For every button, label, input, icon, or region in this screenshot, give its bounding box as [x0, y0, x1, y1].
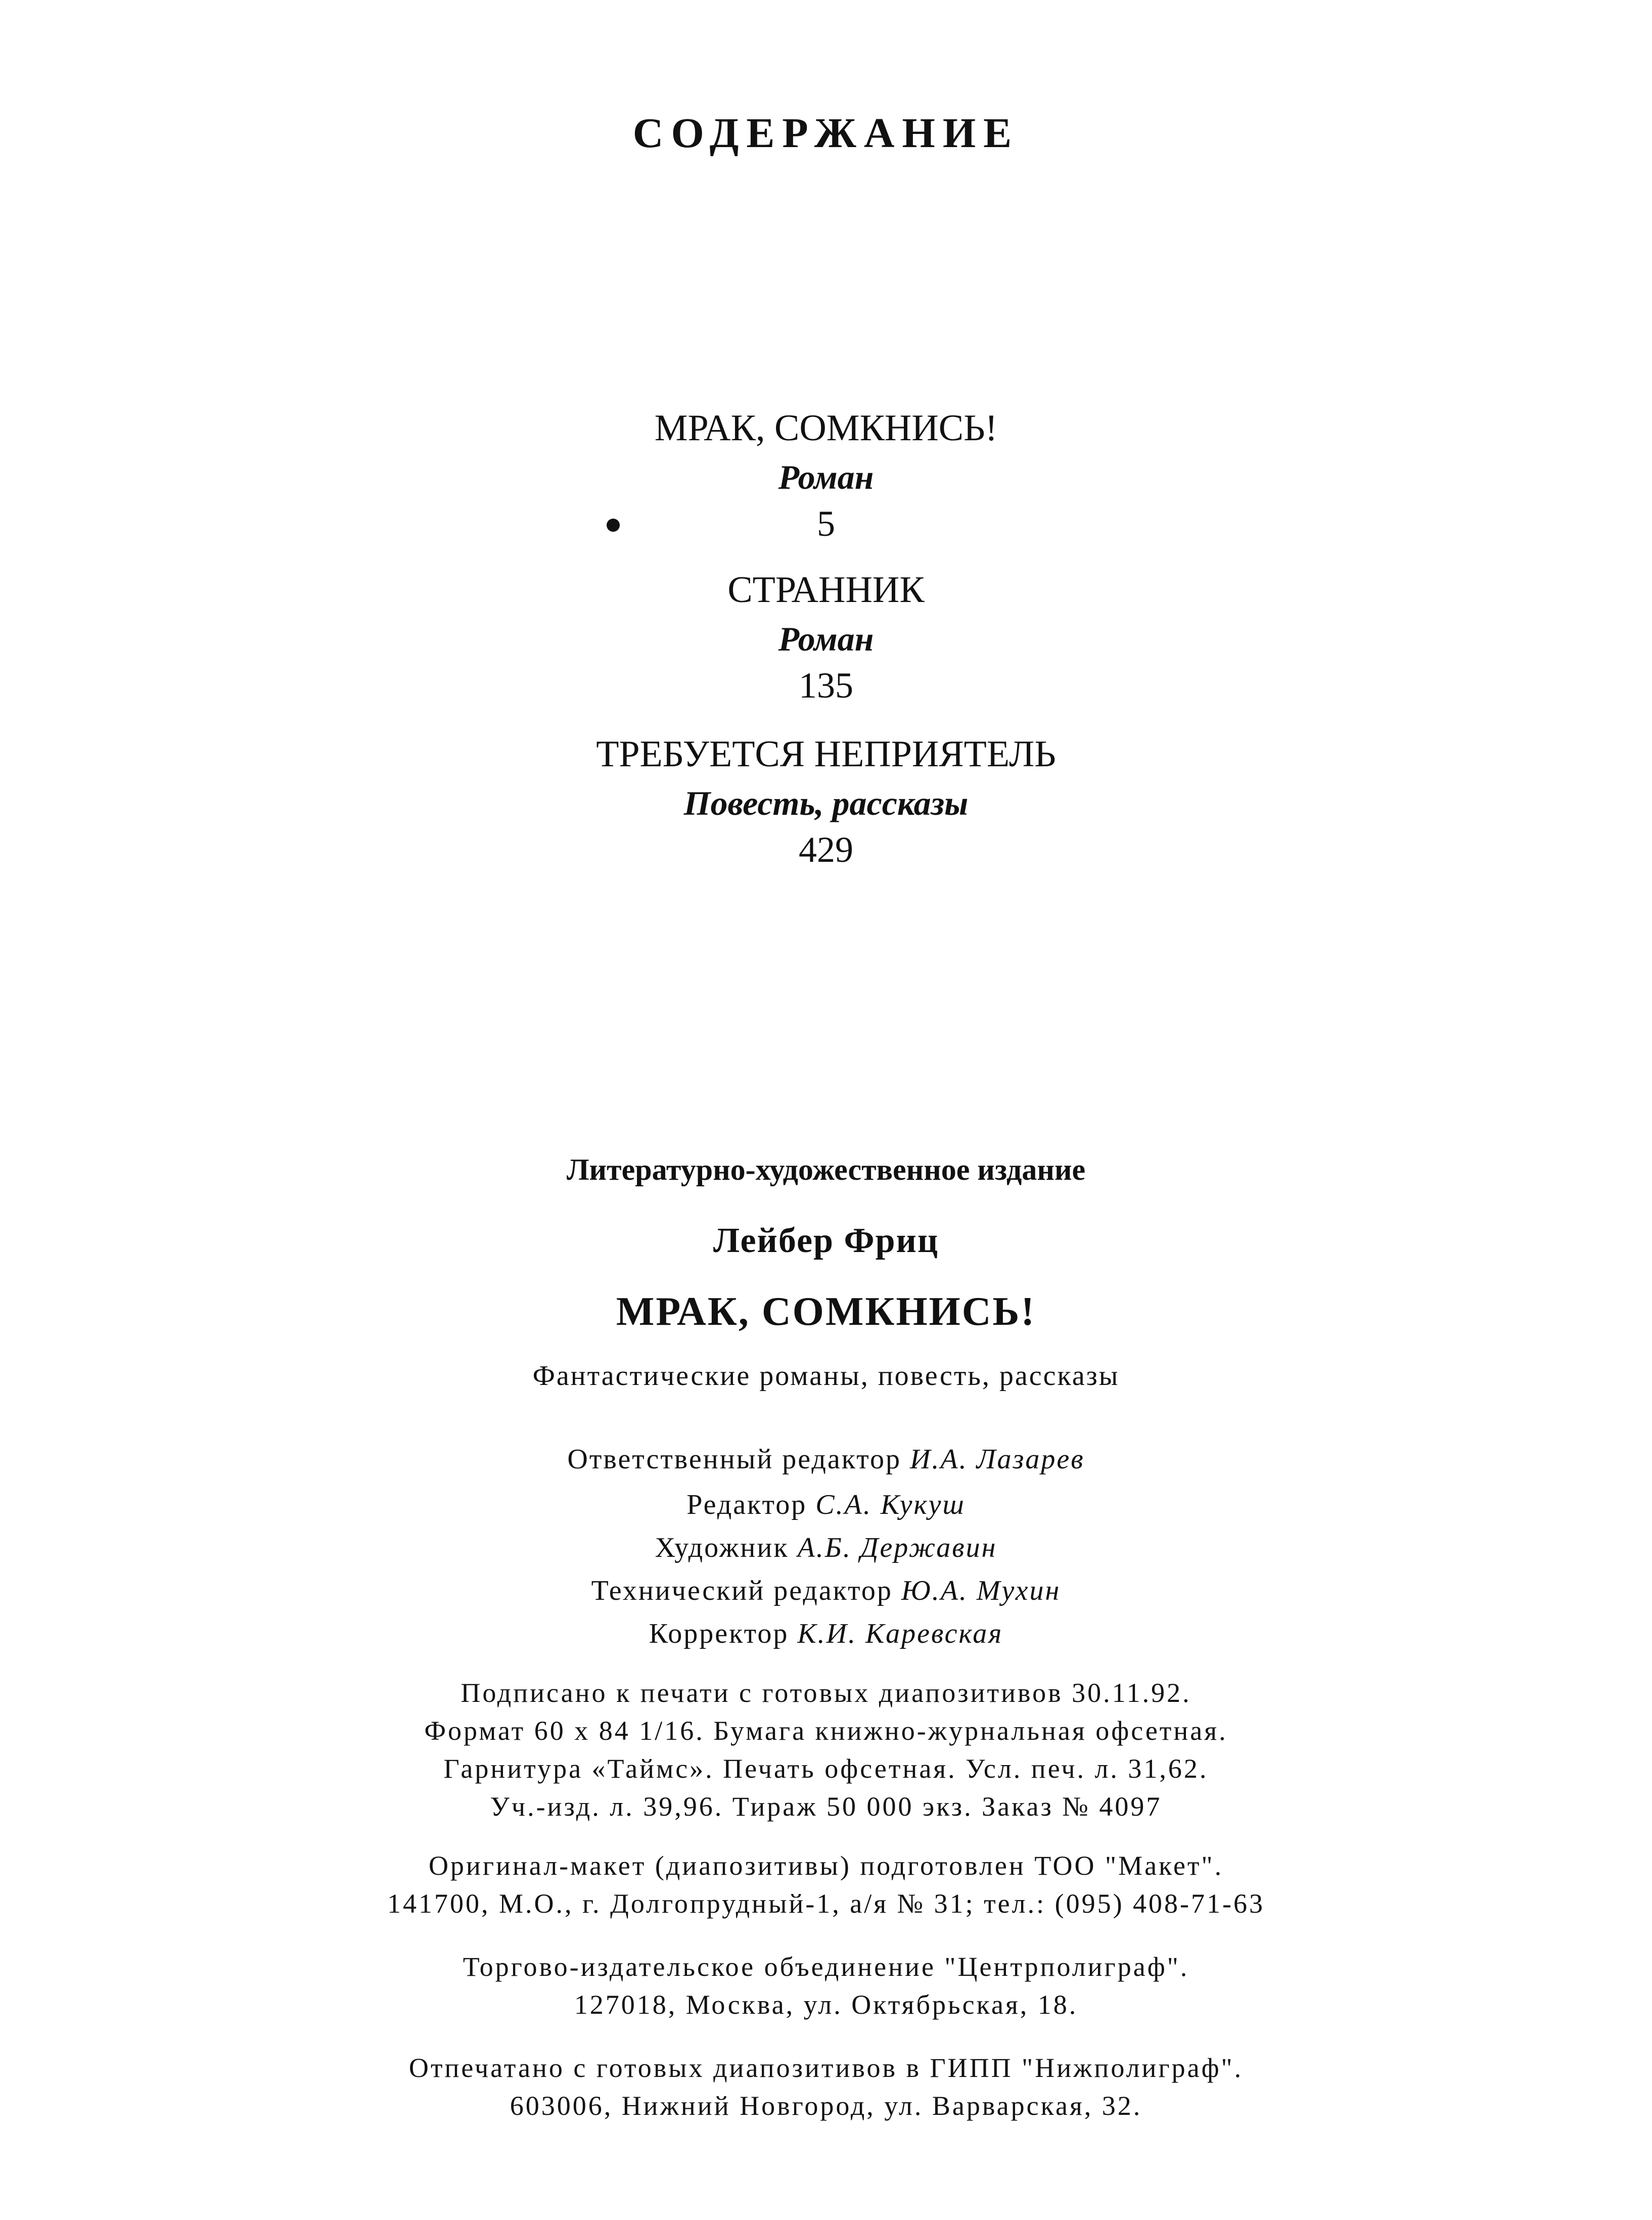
toc-entry-title: МРАК, СОМКНИСЬ!	[654, 407, 998, 449]
toc-entry-genre: Роман	[778, 458, 874, 496]
contents-heading: СОДЕРЖАНИЕ	[632, 110, 1020, 157]
credit-role: Редактор	[686, 1489, 807, 1520]
book-title: МРАК, СОМКНИСЬ!	[616, 1289, 1036, 1334]
print-details-line: Уч.-изд. л. 39,96. Тираж 50 000 экз. Заказ № 4097	[490, 1791, 1162, 1822]
credit-role: Технический редактор	[591, 1575, 893, 1606]
credit-line	[0, 1617, 1652, 1650]
credit-role: Корректор	[649, 1618, 789, 1649]
credit-role: Художник	[655, 1532, 789, 1563]
credit-name: К.И. Каревская	[797, 1618, 1003, 1649]
toc-entry-title: ТРЕБУЕТСЯ НЕПРИЯТЕЛЬ	[596, 733, 1056, 775]
layout-info-line: 141700, М.О., г. Долгопрудный-1, а/я № 31; тел.: (095) 408-71-63	[387, 1888, 1265, 1919]
toc-entry-genre: Повесть, рассказы	[683, 784, 969, 822]
credit-line	[0, 1575, 1652, 1607]
layout-info-line: Оригинал-макет (диапозитивы) подготовлен ТОО "Макет".	[428, 1851, 1224, 1881]
toc-entry-page: 135	[799, 665, 853, 706]
print-details-line: Подписано к печати с готовых диапозитивов 30.11.92.	[461, 1678, 1191, 1708]
book-description: Фантастические романы, повесть, рассказы	[532, 1360, 1120, 1392]
publisher-info-line: 127018, Москва, ул. Октябрьская, 18.	[574, 1990, 1078, 2020]
credit-name: И.А. Лазарев	[909, 1444, 1085, 1475]
toc-entry-page: 5	[817, 503, 835, 544]
book-author: Лейбер Фриц	[713, 1221, 939, 1260]
toc-entry-genre: Роман	[778, 620, 874, 658]
publisher-info-line: Торгово-издательское объединение "Центрполиграф".	[463, 1952, 1189, 1982]
print-details-line: Гарнитура «Таймс». Печать офсетная. Усл. печ. л. 31,62.	[443, 1753, 1209, 1784]
print-details-line: Формат 60 х 84 1/16. Бумага книжно-журнальная офсетная.	[424, 1716, 1228, 1746]
credit-name: Ю.А. Мухин	[901, 1575, 1061, 1606]
credit-line	[0, 1532, 1652, 1564]
credit-role: Ответственный редактор	[567, 1444, 901, 1475]
credit-name: С.А. Кукуш	[815, 1489, 966, 1520]
toc-entry-page: 429	[799, 829, 853, 870]
credit-line	[0, 1443, 1652, 1475]
credit-name: А.Б. Державин	[797, 1532, 997, 1563]
printer-info-line: Отпечатано с готовых диапозитивов в ГИПП "Нижполиграф".	[408, 2053, 1244, 2083]
credit-line	[0, 1489, 1652, 1521]
printer-info-line: 603006, Нижний Новгород, ул. Варварская, 32.	[510, 2091, 1142, 2121]
toc-entry-title: СТРАННИК	[727, 569, 925, 611]
edition-type: Литературно-художественное издание	[566, 1153, 1086, 1186]
